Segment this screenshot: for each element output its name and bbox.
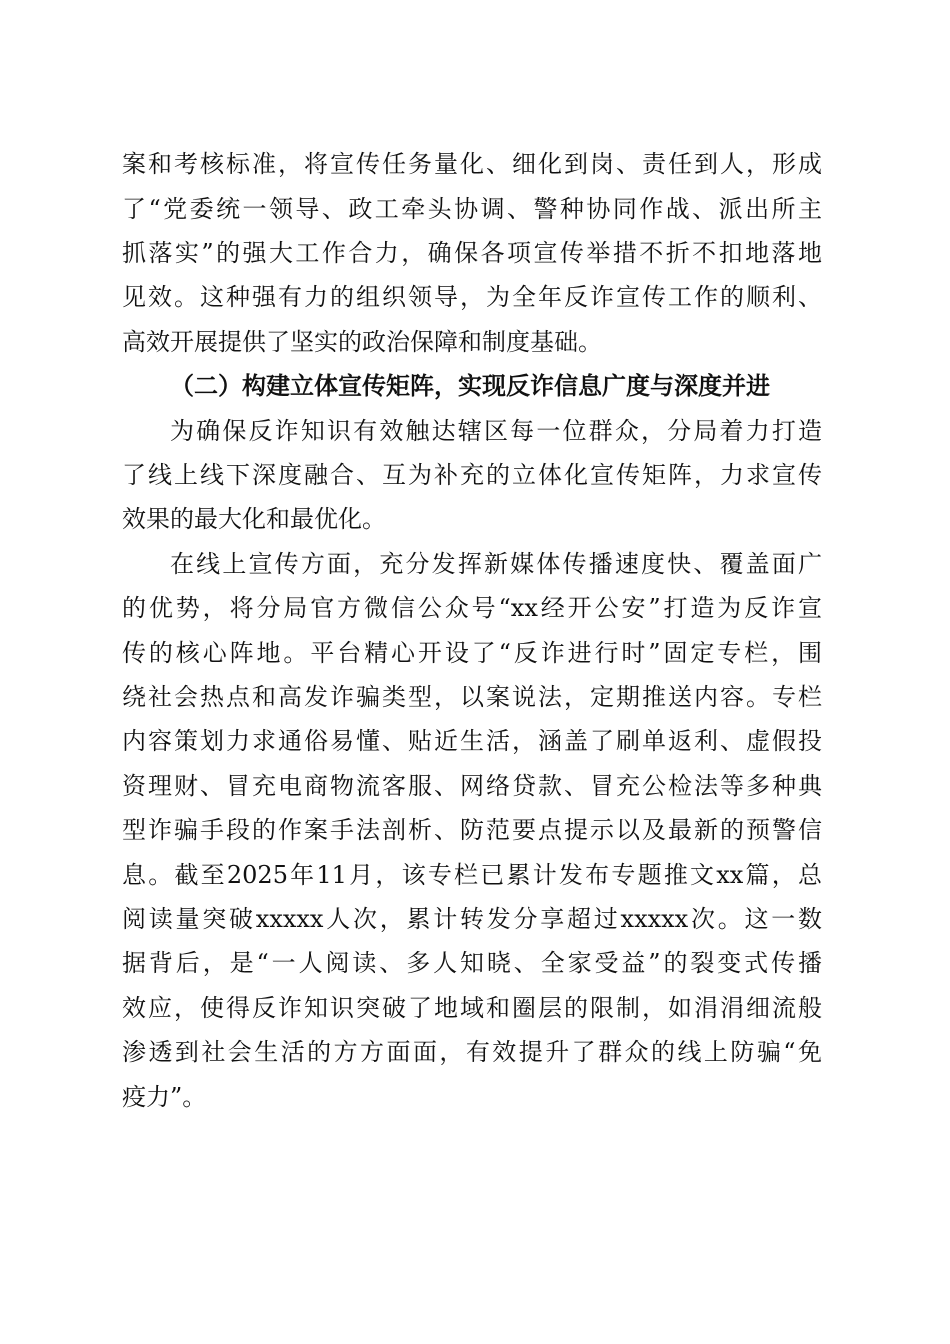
- paragraph-line-22: 疫力”。: [122, 1083, 207, 1111]
- paragraph-line-17: 息。截至2025年11月，该专栏已累计发布专题推文xx篇，总: [122, 861, 822, 889]
- paragraph-line-15: 资理财、冒充电商物流客服、网络贷款、冒充公检法等多种典: [122, 772, 822, 800]
- paragraph-line-10: 在线上宣传方面，充分发挥新媒体传播速度快、覆盖面广: [170, 550, 822, 578]
- paragraph-line-21: 渗透到社会生活的方方面面，有效提升了群众的线上防骗“免: [122, 1038, 822, 1066]
- paragraph-line-9: 效果的最大化和最优化。: [122, 505, 386, 533]
- paragraph-line-12: 传的核心阵地。平台精心开设了“反诈进行时”固定专栏，围: [122, 639, 822, 667]
- paragraph-line-16: 型诈骗手段的作案手法剖析、防范要点提示以及最新的预警信: [122, 816, 822, 844]
- paragraph-line-19: 据背后，是“一人阅读、多人知晓、全家受益”的裂变式传播: [122, 949, 822, 977]
- paragraph-line-2: 了“党委统一领导、政工牵头协调、警种协同作战、派出所主: [122, 195, 822, 223]
- paragraph-line-8: 了线上线下深度融合、互为补充的立体化宣传矩阵，力求宣传: [122, 461, 822, 489]
- paragraph-line-13: 绕社会热点和高发诈骗类型，以案说法，定期推送内容。专栏: [122, 683, 822, 711]
- paragraph-line-4: 见效。这种强有力的组织领导，为全年反诈宣传工作的顺利、: [122, 283, 822, 311]
- section-heading: （二）构建立体宣传矩阵，实现反诈信息广度与深度并进: [170, 371, 770, 400]
- paragraph-line-7: 为确保反诈知识有效触达辖区每一位群众，分局着力打造: [170, 417, 822, 445]
- paragraph-line-18: 阅读量突破xxxxx人次，累计转发分享超过xxxxx次。这一数: [122, 905, 822, 933]
- paragraph-line-11: 的优势，将分局官方微信公众号“xx经开公安”打造为反诈宣: [122, 594, 822, 622]
- paragraph-line-14: 内容策划力求通俗易懂、贴近生活，涵盖了刷单返利、虚假投: [122, 727, 822, 755]
- paragraph-line-20: 效应，使得反诈知识突破了地域和圈层的限制，如涓涓细流般: [122, 994, 822, 1022]
- paragraph-line-5: 高效开展提供了坚实的政治保障和制度基础。: [122, 328, 602, 356]
- paragraph-line-3: 抓落实”的强大工作合力，确保各项宣传举措不折不扣地落地: [122, 239, 822, 267]
- paragraph-line-1: 案和考核标准，将宣传任务量化、细化到岗、责任到人，形成: [122, 150, 822, 178]
